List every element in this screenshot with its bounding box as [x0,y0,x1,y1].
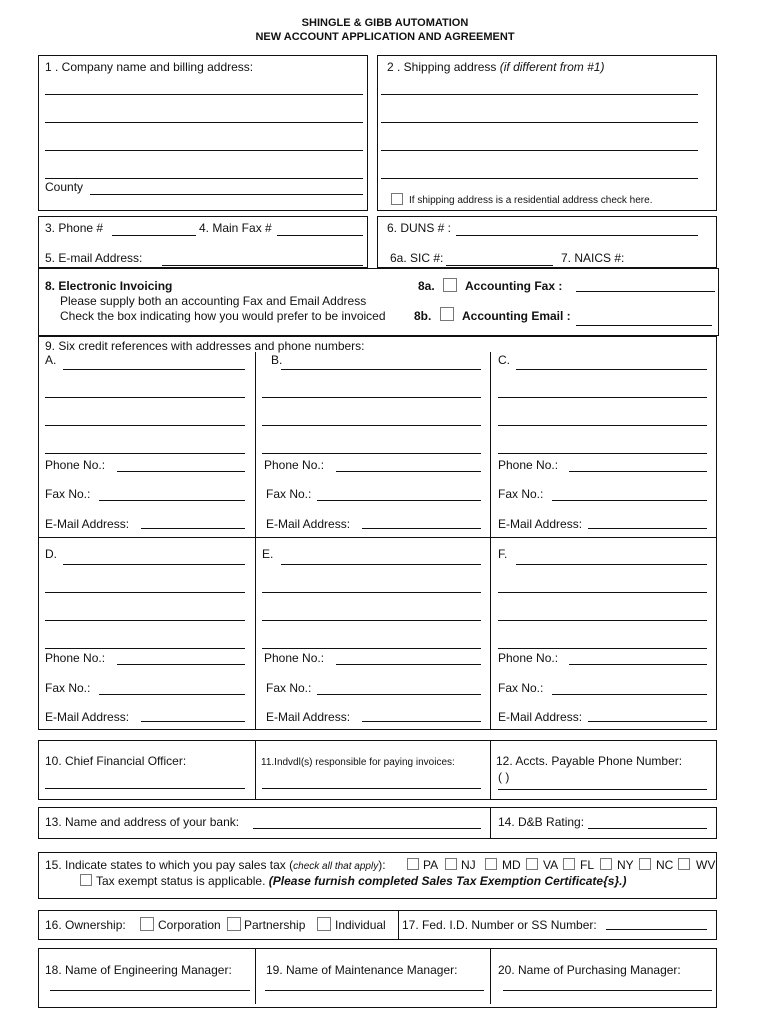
ref-d-line-4[interactable] [45,648,245,649]
ap-phone-area-code[interactable]: ( ) [498,770,510,784]
fed-id-line[interactable] [606,929,707,930]
state-md-label: MD [502,858,521,872]
dnb-rating-label: 14. D&B Rating: [498,815,585,829]
ref-f-line-3[interactable] [498,620,707,621]
ref-f-email-label: E-Mail Address: [498,710,583,724]
ref-a-phone-label: Phone No.: [45,458,106,472]
ref-b-line-3[interactable] [262,425,481,426]
state-fl-label: FL [580,858,595,872]
ref-f-letter: F. [498,547,508,561]
bank-line[interactable] [253,828,481,829]
electronic-invoicing-title: 8. Electronic Invoicing [45,279,173,293]
ref-e-email-label: E-Mail Address: [266,710,351,724]
cfo-label: 10. Chief Financial Officer: [45,754,187,768]
invoice-responsible-line[interactable] [262,788,481,789]
managers-col-divider-1 [255,948,256,1004]
ref-b-line-1[interactable] [281,369,481,370]
dnb-rating-line[interactable] [588,828,707,829]
state-va-checkbox[interactable] [526,858,538,870]
ref-d-email-label: E-Mail Address: [45,710,130,724]
corporation-checkbox[interactable] [140,917,154,931]
ref-b-email-label: E-Mail Address: [266,517,351,531]
purchasing-manager-label: 20. Name of Purchasing Manager: [498,963,681,977]
ref-b-email-line[interactable] [362,528,481,529]
managers-box [38,948,717,1008]
ref-d-fax-label: Fax No.: [45,681,91,695]
invoicing-instruction-1: Please supply both an accounting Fax and Email Address [60,294,367,308]
ref-b-fax-label: Fax No.: [266,487,312,501]
accounting-email-checkbox[interactable] [440,307,454,321]
ref-f-line-2[interactable] [498,592,707,593]
finance-col-divider-2 [490,740,491,800]
ref-d-line-2[interactable] [45,592,245,593]
ref-a-fax-label: Fax No.: [45,487,91,501]
ref-f-email-line[interactable] [588,721,707,722]
email-line[interactable] [162,265,363,266]
shipping-line-4[interactable] [381,178,698,179]
form-subtitle: NEW ACCOUNT APPLICATION AND AGREEMENT [255,31,515,43]
ref-e-fax-label: Fax No.: [266,681,312,695]
duns-label: 6. DUNS # : [387,221,452,235]
ap-phone-line[interactable] [498,789,707,790]
fed-id-label: 17. Fed. I.D. Number or SS Number: [402,918,597,932]
ref-c-phone-line[interactable] [569,471,707,472]
engineering-manager-line[interactable] [50,990,250,991]
main-fax-line[interactable] [277,235,363,236]
ref-a-line-4[interactable] [45,453,245,454]
credit-references-box [38,336,717,730]
ref-d-email-line[interactable] [141,721,245,722]
accounting-email-label: Accounting Email : [462,309,571,323]
ref-b-line-2[interactable] [262,397,481,398]
state-nj-label: NJ [461,858,476,872]
county-label: County [45,180,84,194]
ref-c-line-4[interactable] [498,453,707,454]
state-md-checkbox[interactable] [485,858,497,870]
accounting-fax-line[interactable] [576,291,715,292]
phone-label: 3. Phone # [45,221,104,235]
billing-line-3[interactable] [45,150,363,151]
purchasing-manager-line[interactable] [503,990,712,991]
ref-d-line-3[interactable] [45,620,245,621]
ref-a-email-label: E-Mail Address: [45,517,130,531]
ref-b-phone-label: Phone No.: [264,458,325,472]
billing-line-2[interactable] [45,122,363,123]
ref-b-letter: B. [271,353,283,367]
ref-d-line-1[interactable] [63,564,245,565]
ref-b-fax-line[interactable] [317,500,481,501]
shipping-line-2[interactable] [381,122,698,123]
shipping-line-1[interactable] [381,94,698,95]
ref-a-phone-line[interactable] [117,471,245,472]
sic-label: 6a. SIC #: [390,251,444,265]
duns-line[interactable] [456,235,698,236]
ref-f-phone-line[interactable] [569,664,707,665]
billing-address-box [38,55,368,211]
state-ny-checkbox[interactable] [600,858,612,870]
county-line[interactable] [90,194,363,195]
state-wv-checkbox[interactable] [678,858,690,870]
ref-e-phone-line[interactable] [336,664,481,665]
ref-a-line-3[interactable] [45,425,245,426]
ref-d-phone-line[interactable] [117,664,245,665]
finance-contacts-box [38,740,717,800]
invoice-responsible-label: 11.Indvdl(s) responsible for paying invoices: [261,757,455,768]
ref-e-line-3[interactable] [262,620,481,621]
ref-a-fax-line[interactable] [99,500,245,501]
finance-col-divider-1 [255,740,256,800]
credit-references-label: 9. Six credit references with addresses and phone numbers: [45,339,365,353]
partnership-label: Partnership [244,918,306,932]
ref-e-line-4[interactable] [262,648,481,649]
ref-c-fax-label: Fax No.: [498,487,544,501]
ref-a-letter: A. [45,353,57,367]
engineering-manager-label: 18. Name of Engineering Manager: [45,963,232,977]
billing-address-label: 1 . Company name and billing address: [45,60,254,74]
individual-label: Individual [335,918,386,932]
residential-label: If shipping address is a residential address check here. [409,195,653,206]
ref-a-email-line[interactable] [141,528,245,529]
form-title: SHINGLE & GIBB AUTOMATION [301,17,469,29]
bank-col-divider [490,807,491,839]
ref-e-line-2[interactable] [262,592,481,593]
ref-b-line-4[interactable] [262,453,481,454]
ref-f-fax-line[interactable] [552,694,707,695]
invoicing-instruction-2: Check the box indicating how you would prefer to be invoiced [60,309,386,323]
managers-col-divider-2 [490,948,491,1004]
state-va-label: VA [543,858,559,872]
state-ny-label: NY [617,858,634,872]
email-label: 5. E-mail Address: [45,251,143,265]
accounting-email-line[interactable] [576,325,712,326]
tax-exempt-label: Tax exempt status is applicable. (Please furnish completed Sales Tax Exemption Certificate{s}.) [96,874,627,888]
sales-tax-label: 15. Indicate states to which you pay sales tax (check all that apply): [45,858,386,872]
option-8b-number: 8b. [414,309,432,323]
accounting-fax-label: Accounting Fax : [465,279,563,293]
ref-a-line-1[interactable] [63,369,245,370]
maintenance-manager-label: 19. Name of Maintenance Manager: [266,963,458,977]
billing-line-1[interactable] [45,94,363,95]
billing-line-4[interactable] [45,178,363,179]
ref-d-phone-label: Phone No.: [45,651,106,665]
state-pa-label: PA [423,858,439,872]
state-nc-label: NC [656,858,674,872]
credit-col-divider-1 [255,352,256,730]
individual-checkbox[interactable] [317,917,331,931]
ref-d-letter: D. [45,547,57,561]
state-wv-label: WV [696,858,716,872]
ref-c-line-2[interactable] [498,397,707,398]
state-nj-checkbox[interactable] [445,858,457,870]
tax-exempt-checkbox[interactable] [80,874,92,886]
ref-c-line-3[interactable] [498,425,707,426]
ref-c-phone-label: Phone No.: [498,458,559,472]
partnership-checkbox[interactable] [227,917,241,931]
ref-a-line-2[interactable] [45,397,245,398]
ref-e-fax-line[interactable] [317,694,481,695]
option-8a-number: 8a. [418,279,435,293]
ref-e-letter: E. [262,547,274,561]
ref-c-email-label: E-Mail Address: [498,517,583,531]
residential-checkbox[interactable] [391,193,403,205]
shipping-line-3[interactable] [381,150,698,151]
accounting-fax-checkbox[interactable] [443,278,457,292]
ref-d-fax-line[interactable] [99,694,245,695]
credit-row-divider [38,537,717,538]
shipping-address-label: 2 . Shipping address (if different from #1) [387,60,605,74]
ap-phone-label: 12. Accts. Payable Phone Number: [496,754,683,768]
phone-line[interactable] [112,235,196,236]
ref-f-phone-label: Phone No.: [498,651,559,665]
cfo-line[interactable] [45,788,245,789]
main-fax-label: 4. Main Fax # [199,221,272,235]
state-fl-checkbox[interactable] [563,858,575,870]
ref-f-line-1[interactable] [516,564,707,565]
bank-label: 13. Name and address of your bank: [45,815,240,829]
state-pa-checkbox[interactable] [407,858,419,870]
ref-c-fax-line[interactable] [552,500,707,501]
ref-f-line-4[interactable] [498,648,707,649]
maintenance-manager-line[interactable] [265,990,484,991]
credit-col-divider-2 [490,352,491,730]
corporation-label: Corporation [158,918,221,932]
ref-c-email-line[interactable] [588,528,707,529]
shipping-address-box [377,55,717,211]
ref-b-phone-line[interactable] [336,471,481,472]
naics-label: 7. NAICS #: [561,251,625,265]
ref-e-email-line[interactable] [362,721,481,722]
state-nc-checkbox[interactable] [639,858,651,870]
ref-f-fax-label: Fax No.: [498,681,544,695]
ref-c-line-1[interactable] [516,369,707,370]
ref-e-line-1[interactable] [281,564,481,565]
ref-c-letter: C. [498,353,510,367]
sic-line[interactable] [446,265,553,266]
ownership-label: 16. Ownership: [45,918,126,932]
ownership-col-divider [398,910,399,940]
ref-e-phone-label: Phone No.: [264,651,325,665]
